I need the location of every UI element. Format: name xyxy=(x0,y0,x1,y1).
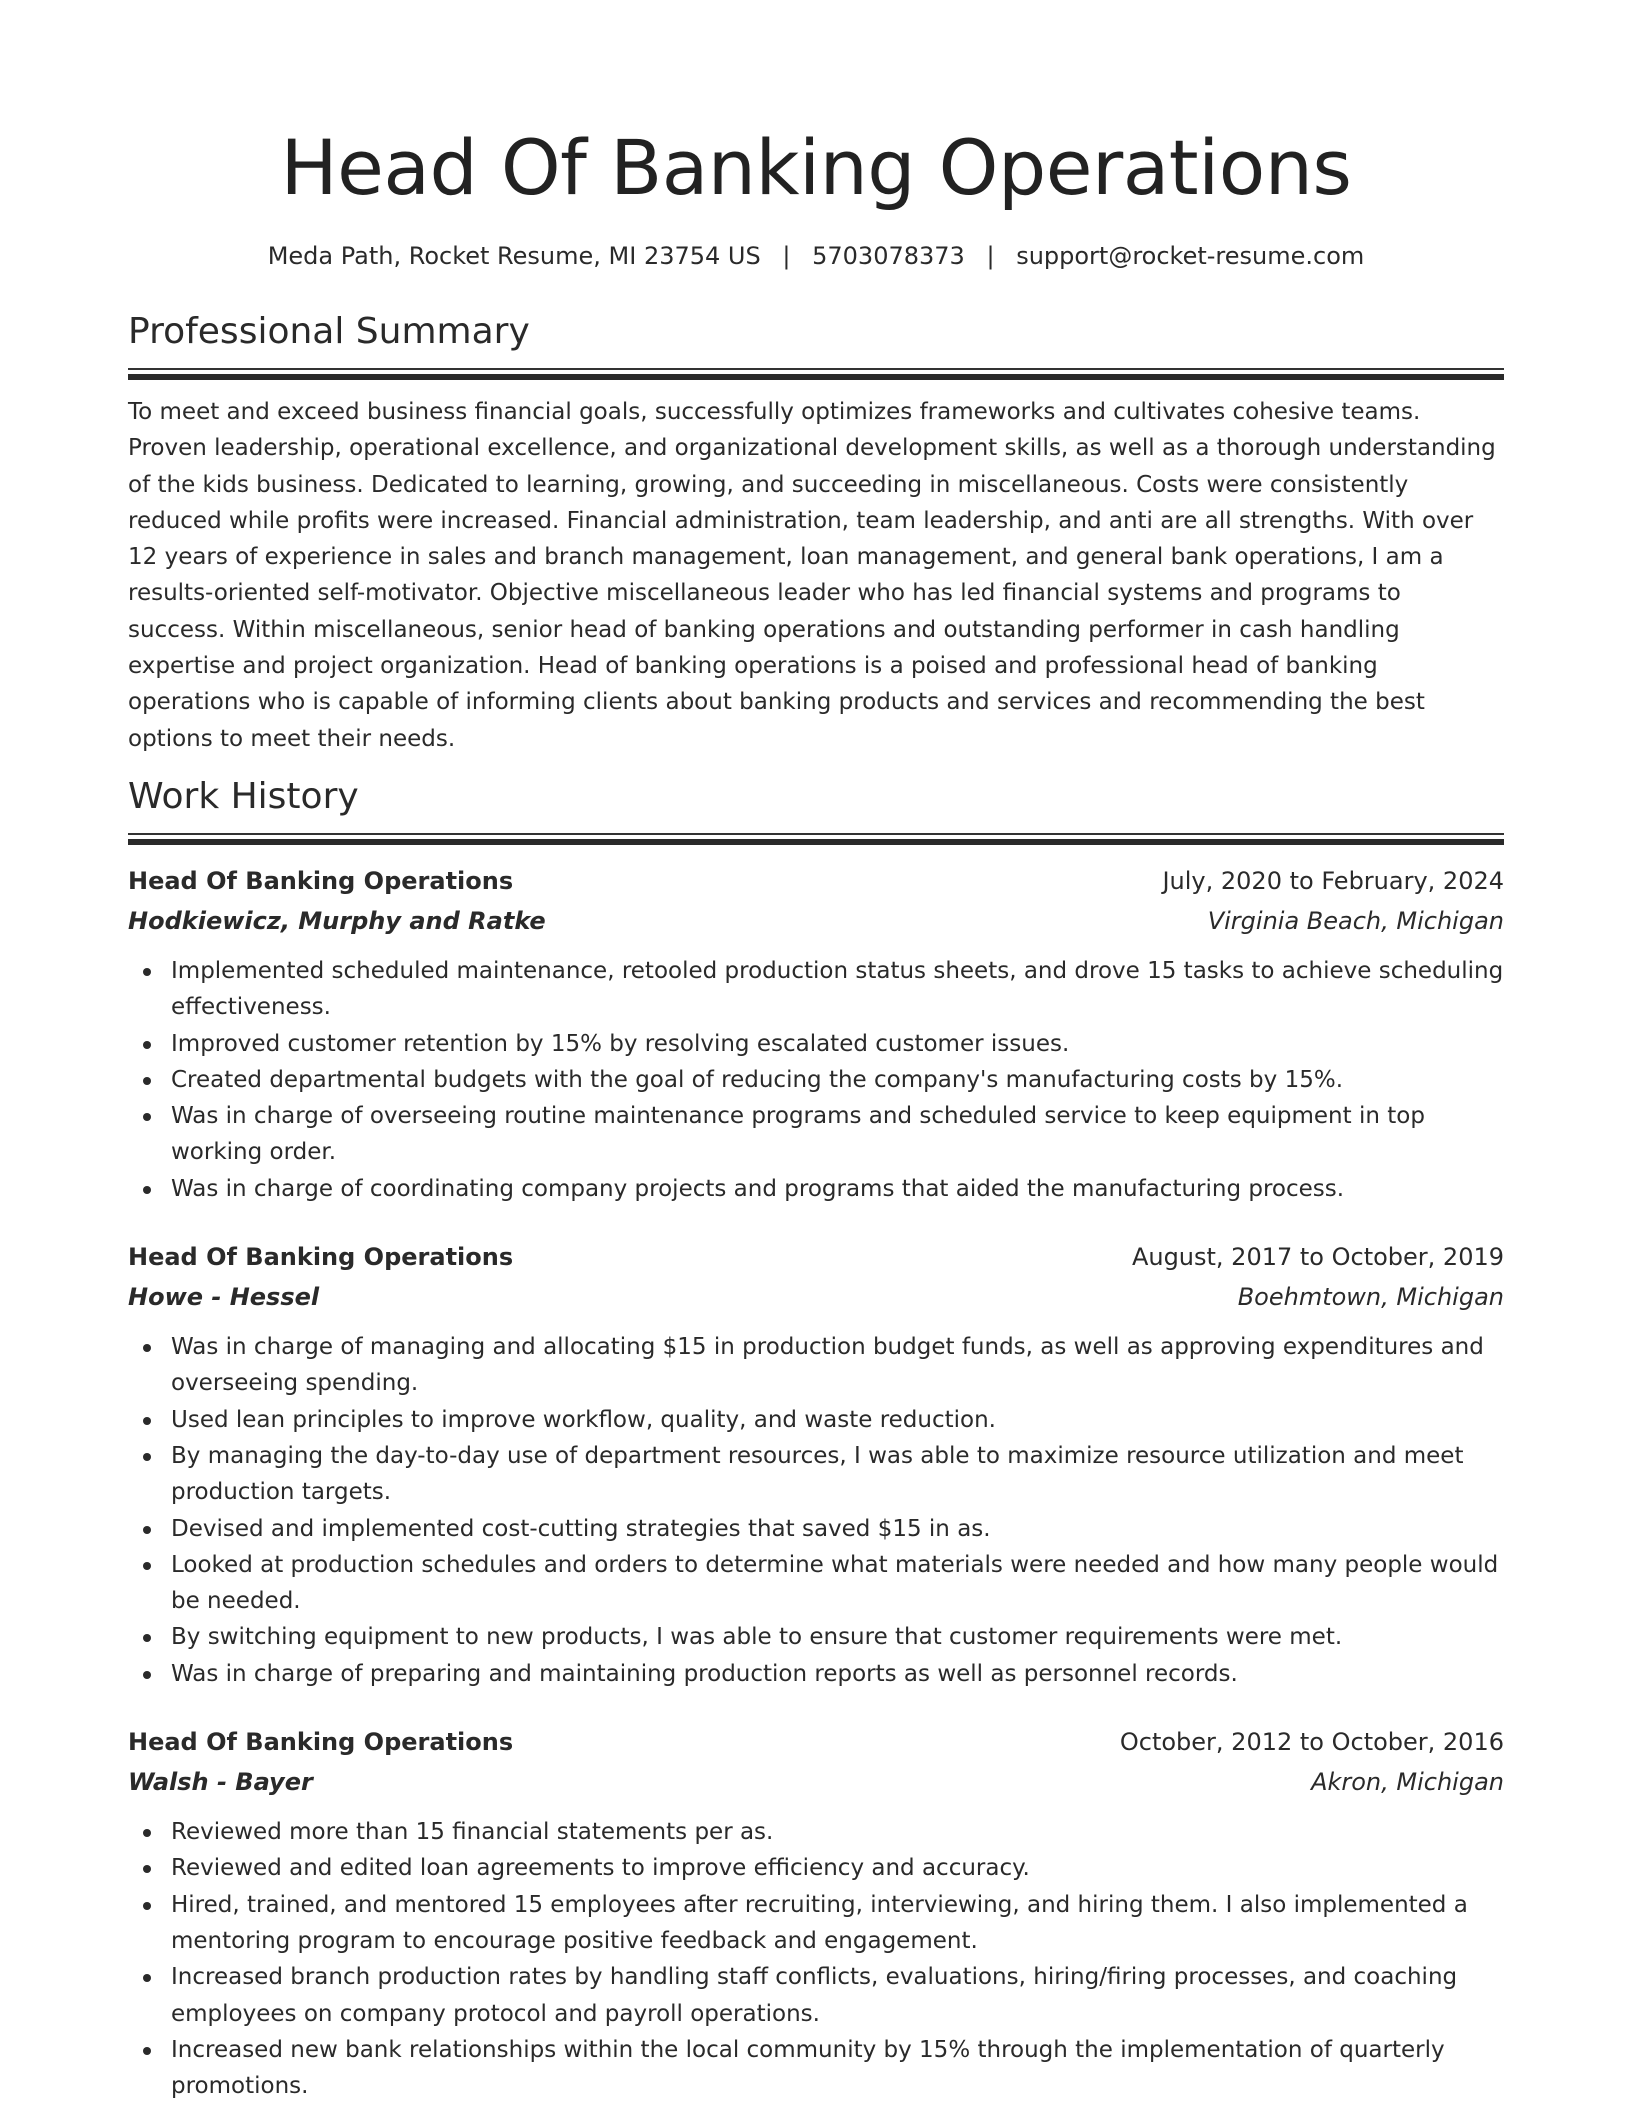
job-bullet-item xyxy=(171,1850,1504,1886)
bullet-dot-icon xyxy=(143,1562,151,1570)
job-company: Walsh - Bayer xyxy=(128,1768,313,1797)
job-location: Virginia Beach, Michigan xyxy=(1207,906,1504,935)
job-bullet-text: Used lean principles to improve workflow, quality, and waste reduction. xyxy=(171,1406,996,1433)
job-bullet-item xyxy=(171,1887,1504,1960)
bullet-dot-icon xyxy=(143,1829,151,1837)
bullet-dot-icon xyxy=(143,1344,151,1352)
bullet-dot-icon xyxy=(143,1041,151,1049)
job-dates: October, 2012 to October, 2016 xyxy=(1119,1728,1504,1757)
bullet-dot-icon xyxy=(143,1671,151,1679)
contact-separator: | xyxy=(782,242,791,270)
job-bullet-text: Increased new bank relationships within the local community by 15% through the implementation of quarterly promotions. xyxy=(171,2036,1445,2100)
job-bullet-item xyxy=(171,1438,1504,1511)
job-bullet-item xyxy=(171,1062,1504,1098)
job-header-row xyxy=(128,1722,1504,1762)
resume-page xyxy=(128,0,1504,2104)
section-divider-thin xyxy=(128,833,1504,835)
bullet-dot-icon xyxy=(143,1077,151,1085)
job-bullet-text: Was in charge of preparing and maintaining production reports as well as personnel records. xyxy=(171,1660,1238,1687)
summary-text: To meet and exceed business financial goals, successfully optimizes frameworks and cultivates cohesive teams. Proven leadership, operational excellence, and organizational development skills, as well as a thorough understanding of the kids business. Dedicated to learning, growing, and succeeding in miscellaneous. Costs were consistently reduced while profits were increased. Financial administration, team leadership, and anti are all strengths. With over 12 years of experience in sales and branch management, loan management, and general bank operations, I am a results-oriented self-motivator. Objective miscellaneous leader who has led financial systems and programs to success. Within miscellaneous, senior head of banking operations and outstanding performer in cash handling expertise and project organization. Head of banking operations is a poised and professional head of banking operations who is capable of informing clients about banking products and services and recommending the best options to meet their needs. xyxy=(128,399,1496,752)
bullet-dot-icon xyxy=(143,1453,151,1461)
job-bullet-item xyxy=(171,1547,1504,1620)
candidate-name: Head Of Banking Operations xyxy=(280,123,1352,212)
job-entry xyxy=(128,861,1504,1207)
bullet-dot-icon xyxy=(143,1902,151,1910)
section-title-summary: Professional Summary xyxy=(128,311,530,352)
job-bullet-text: Created departmental budgets with the goal of reducing the company's manufacturing costs by 15%. xyxy=(171,1066,1344,1093)
job-bullet-list xyxy=(128,1329,1504,1692)
job-bullet-item xyxy=(171,1098,1504,1171)
job-header-row xyxy=(128,1237,1504,1277)
job-company: Howe - Hessel xyxy=(128,1283,320,1312)
section-divider-thin xyxy=(128,368,1504,370)
job-bullet-text: Reviewed more than 15 financial statements per as. xyxy=(171,1819,774,1846)
section-title-work: Work History xyxy=(128,775,359,817)
job-bullet-item xyxy=(171,1171,1504,1207)
bullet-dot-icon xyxy=(143,1634,151,1642)
job-bullet-text: By managing the day-to-day use of department resources, I was able to maximize resource utilization and meet production targets. xyxy=(171,1442,1464,1506)
work-history-section xyxy=(128,775,1504,2104)
job-bullet-item xyxy=(171,1959,1504,2032)
job-header-row xyxy=(128,861,1504,901)
contact-separator: | xyxy=(986,242,995,270)
job-bullet-text: Looked at production schedules and orders to determine what materials were needed and how many people would be needed. xyxy=(171,1551,1499,1615)
section-divider-thick xyxy=(128,374,1504,380)
job-bullet-item xyxy=(171,953,1504,1026)
job-bullet-text: Was in charge of overseeing routine maintenance programs and scheduled service to keep equipment in top working order. xyxy=(171,1103,1425,1166)
bullet-dot-icon xyxy=(143,1865,151,1873)
job-bullet-item xyxy=(171,1329,1504,1402)
job-bullet-text: Increased branch production rates by handling staff conflicts, evaluations, hiring/firing processes, and coaching employees on company protocol and payroll operations. xyxy=(171,1964,1458,2027)
job-title: Head Of Banking Operations xyxy=(128,866,514,895)
bullet-dot-icon xyxy=(143,1113,151,1121)
job-bullet-text: Hired, trained, and mentored 15 employees after recruiting, interviewing, and hiring them. I also implemented a mentoring program to encourage positive feedback and engagement. xyxy=(171,1891,1468,1954)
job-dates: July, 2020 to February, 2024 xyxy=(1162,866,1504,895)
contact-email: support@rocket-resume.com xyxy=(1016,242,1365,270)
bullet-dot-icon xyxy=(143,1974,151,1982)
job-bullet-list xyxy=(128,1814,1504,2104)
job-bullet-list xyxy=(128,953,1504,1207)
job-bullet-item xyxy=(171,1402,1504,1438)
job-bullet-text: By switching equipment to new products, I was able to ensure that customer requirements were met. xyxy=(171,1624,1343,1651)
job-bullet-item xyxy=(171,1026,1504,1062)
job-company-row xyxy=(128,901,1504,941)
professional-summary-section xyxy=(128,310,1504,757)
job-bullet-text: Was in charge of coordinating company projects and programs that aided the manufacturing process. xyxy=(171,1175,1345,1202)
bullet-dot-icon xyxy=(143,2047,151,2055)
job-title: Head Of Banking Operations xyxy=(128,1243,514,1272)
contact-phone: 5703078373 xyxy=(812,242,965,270)
bullet-dot-icon xyxy=(143,1417,151,1425)
job-company-row xyxy=(128,1277,1504,1317)
job-bullet-item xyxy=(171,1619,1504,1655)
job-bullet-text: Implemented scheduled maintenance, retooled production status sheets, and drove 15 tasks to achieve scheduling effectiveness. xyxy=(171,957,1504,1021)
job-bullet-item xyxy=(171,2032,1504,2105)
job-bullet-text: Reviewed and edited loan agreements to improve efficiency and accuracy. xyxy=(171,1855,1030,1882)
job-location: Boehmtown, Michigan xyxy=(1237,1283,1504,1312)
bullet-dot-icon xyxy=(143,1526,151,1534)
bullet-dot-icon xyxy=(143,968,151,976)
job-bullet-item xyxy=(171,1656,1504,1692)
bullet-dot-icon xyxy=(143,1186,151,1194)
job-company-row xyxy=(128,1762,1504,1802)
job-bullet-text: Devised and implemented cost-cutting strategies that saved $15 in as. xyxy=(171,1515,991,1542)
contact-line xyxy=(128,240,1504,272)
job-title: Head Of Banking Operations xyxy=(128,1728,514,1757)
job-bullet-item xyxy=(171,1814,1504,1850)
job-company: Hodkiewicz, Murphy and Ratke xyxy=(128,906,546,935)
job-entry xyxy=(128,1237,1504,1692)
job-dates: August, 2017 to October, 2019 xyxy=(1131,1243,1504,1272)
job-location: Akron, Michigan xyxy=(1311,1768,1504,1797)
section-divider-thick xyxy=(128,839,1504,845)
jobs-list xyxy=(128,861,1504,2104)
job-bullet-item xyxy=(171,1511,1504,1547)
contact-address: Meda Path, Rocket Resume, MI 23754 US xyxy=(267,242,761,270)
job-entry xyxy=(128,1722,1504,2104)
job-bullet-text: Was in charge of managing and allocating $15 in production budget funds, as well as approving expenditures and overseeing spending. xyxy=(171,1334,1484,1397)
job-bullet-text: Improved customer retention by 15% by resolving escalated customer issues. xyxy=(171,1030,1070,1057)
